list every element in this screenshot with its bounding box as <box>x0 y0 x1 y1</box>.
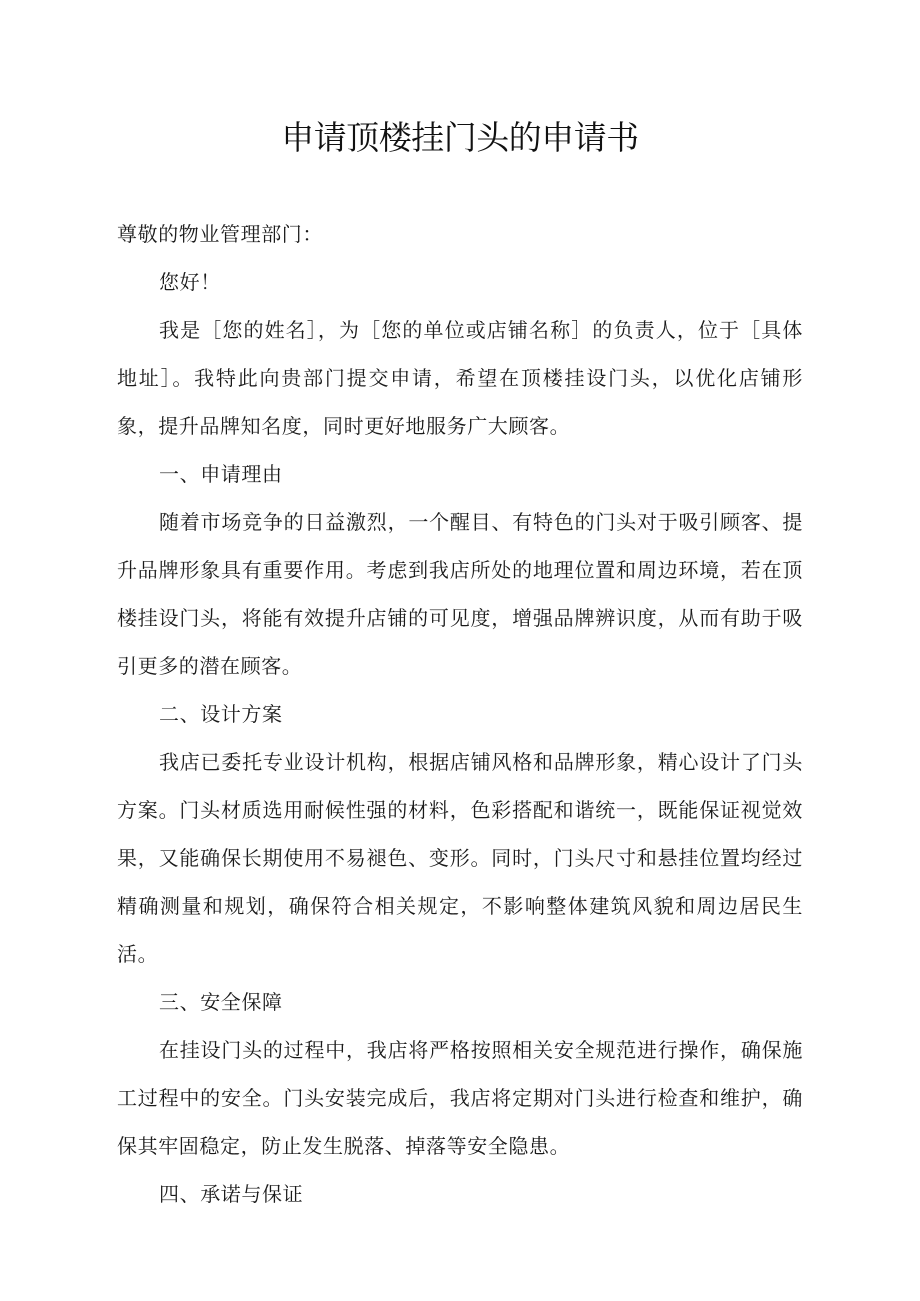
section-text-safety: 在挂设门头的过程中，我店将严格按照相关安全规范进行操作，确保施工过程中的安全。门头安装完成后，我店将定期对门头进行检查和维护，确保其牢固稳定，防止发生脱落、掉落等安全隐患。 <box>117 1038 803 1158</box>
document-title: 申请顶楼挂门头的申请书 <box>281 118 639 157</box>
document-body <box>117 210 803 1218</box>
section-heading-design: 二、设计方案 <box>159 702 283 726</box>
section-heading-safety: 三、安全保障 <box>159 990 283 1014</box>
section-heading-reason: 一、申请理由 <box>159 462 283 486</box>
salutation: 尊敬的物业管理部门： <box>117 222 323 246</box>
section-text-reason: 随着市场竞争的日益激烈，一个醒目、有特色的门头对于吸引顾客、提升品牌形象具有重要作用。考虑到我店所处的地理位置和周边环境，若在顶楼挂设门头，将能有效提升店铺的可见度，增强品牌辨识度，从而有助于吸引更多的潜在顾客。 <box>117 510 803 678</box>
section-heading-commitment: 四、承诺与保证 <box>159 1182 304 1206</box>
intro-paragraph: 我是［您的姓名］，为［您的单位或店铺名称］的负责人，位于［具体地址］。我特此向贵部门提交申请，希望在顶楼挂设门头，以优化店铺形象，提升品牌知名度，同时更好地服务广大顾客。 <box>117 318 803 438</box>
section-text-design: 我店已委托专业设计机构，根据店铺风格和品牌形象，精心设计了门头方案。门头材质选用耐候性强的材料，色彩搭配和谐统一，既能保证视觉效果，又能确保长期使用不易褪色、变形。同时，门头尺寸和悬挂位置均经过精确测量和规划，确保符合相关规定，不影响整体建筑风貌和周边居民生活。 <box>117 750 803 966</box>
greeting: 您好！ <box>159 270 221 294</box>
